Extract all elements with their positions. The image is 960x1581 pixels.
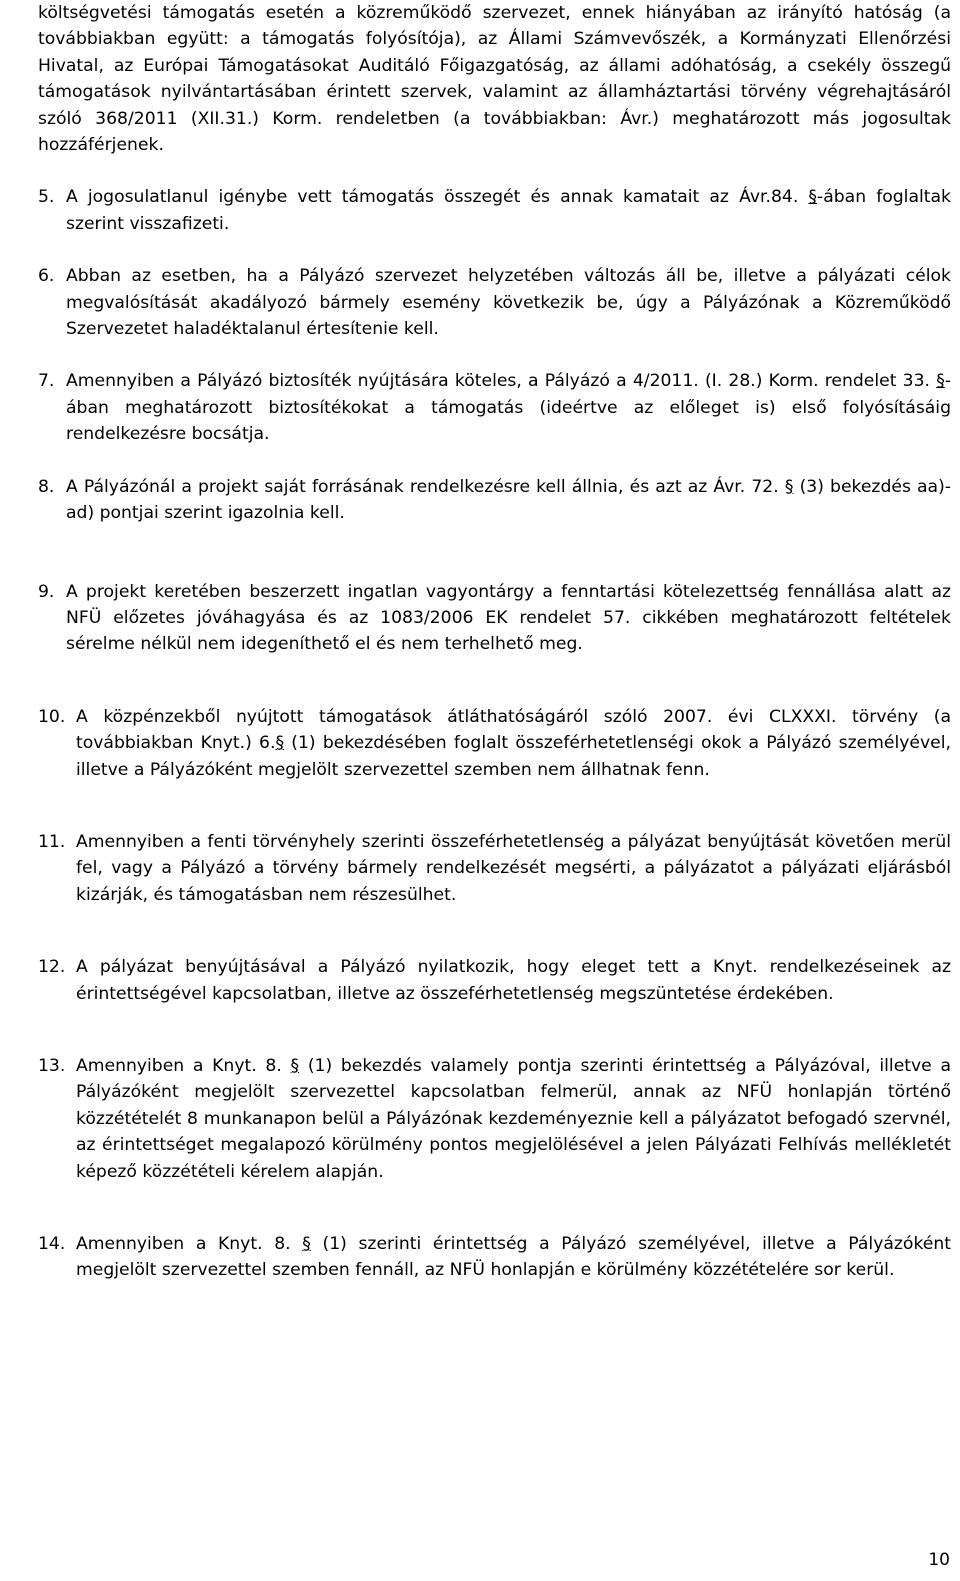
item-number: 9. bbox=[38, 581, 55, 602]
list-item-13 bbox=[38, 1053, 951, 1185]
item-text: Abban az esetben, ha a Pályázó szervezet helyzetében változás áll be, illetve a pályázati célok megvalósítását akadályozó bármely esemény következik be, úgy a Pályázónak a Közreműködő Szervezetet haladéktalanul értesítenie kell. bbox=[66, 266, 951, 340]
item-number: 13. bbox=[38, 1055, 66, 1076]
item-number: 12. bbox=[38, 957, 66, 978]
item-number: 6. bbox=[38, 266, 55, 287]
item-text: Amennyiben a Knyt. 8. § (1) szerinti érintettség a Pályázó személyével, illetve a Pályázóként megjelölt szervezettel szemben fennáll, az NFÜ honlapján e körülmény közzétételére sor kerül. bbox=[76, 1234, 951, 1281]
section-sign: § bbox=[936, 371, 945, 392]
item-text: A projekt keretében beszerzett ingatlan vagyontárgy a fenntartási kötelezettség fennállása alatt az NFÜ előzetes jóváhagyása és az 1083/2006 EK rendelet 57. cikkében meghatározott feltételek sérelme nélkül nem idegeníthető el és nem terhelhető meg. bbox=[66, 581, 951, 655]
list-item-12 bbox=[38, 954, 951, 1007]
list-item-8 bbox=[38, 474, 951, 527]
section-sign: § bbox=[275, 733, 285, 754]
section-sign: § bbox=[808, 187, 818, 208]
document-page bbox=[38, 0, 951, 1284]
item-number: 11. bbox=[38, 831, 66, 852]
list-item-11 bbox=[38, 829, 951, 908]
intro-paragraph: költségvetési támogatás esetén a közreműködő szervezet, ennek hiányában az irányító hatóság (a továbbiakban együtt: a támogatás folyósítója), az Állami Számvevőszék, a Kormányzati Ellenőrzési Hivatal, az Európai Támogatásokat Auditáló Főigazgatóság, az állami adóhatóság, a csekély összegű támogatások nyilvántartásában érintett szervek, valamint az államháztartási törvény végrehajtásáról szóló 368/2011 (XII.31.) Korm. rendeletben (a továbbiakban: Ávr.) meghatározott más jogosultak hozzáférjenek. bbox=[38, 3, 951, 156]
list-item-5 bbox=[38, 184, 951, 237]
section-sign: § bbox=[784, 476, 794, 497]
item-number: 8. bbox=[38, 476, 55, 497]
list-item-6 bbox=[38, 263, 951, 342]
item-number: 5. bbox=[38, 187, 55, 208]
item-number: 10. bbox=[38, 706, 66, 727]
section-sign: § bbox=[302, 1234, 311, 1254]
item-number: 7. bbox=[38, 371, 55, 392]
list-item-7 bbox=[38, 368, 951, 447]
list-item-9 bbox=[38, 579, 951, 658]
item-text: A pályázat benyújtásával a Pályázó nyilatkozik, hogy eleget tett a Knyt. rendelkezéseinek az érintettségével kapcsolatban, illetve az összeférhetetlenség megszüntetése érdekében. bbox=[76, 957, 951, 1004]
item-text: Amennyiben a Knyt. 8. § (1) bekezdés valamely pontja szerinti érintettség a Pályázóval, illetve a Pályázóként megjelölt szervezettel kapcsolatban felmerül, annak az NFÜ honlapján történő közzétételét 8 munkanapon belül a Pályázónak kezdeményeznie kell a pályázatot befogadó szervnél, az érintettséget megalapozó körülmény pontos megjelölésével a jelen Pályázati Felhívás mellékletét képező közzétételi kérelem alapján. bbox=[76, 1055, 952, 1182]
item-number: 14. bbox=[38, 1234, 66, 1254]
item-text: Amennyiben a fenti törvényhely szerinti összeférhetetlenség a pályázat benyújtását követően merül fel, vagy a Pályázó a törvény bármely rendelkezését megsérti, a pályázatot a pályázati eljárásból kizárják, és támogatásban nem részesülhet. bbox=[76, 831, 951, 905]
item-text: A jogosulatlanul igénybe vett támogatás összegét és annak kamatait az Ávr.84. §-ában foglaltak szerint visszafizeti. bbox=[66, 187, 951, 234]
item-text: A Pályázónál a projekt saját forrásának rendelkezésre kell állnia, és azt az Ávr. 72. § (3) bekezdés aa)-ad) pontjai szerint igazolnia kell. bbox=[66, 476, 951, 524]
section-sign: § bbox=[290, 1055, 300, 1076]
list-item-14 bbox=[38, 1231, 951, 1284]
list-item-10 bbox=[38, 704, 951, 783]
item-text: A közpénzekből nyújtott támogatások átláthatóságáról szóló 2007. évi CLXXXI. törvény (a továbbiakban Knyt.) 6.§ (1) bekezdésében foglalt összeférhetetlenségi okok a Pályázó személyével, illetve a Pályázóként megjelölt szervezettel szemben nem állhatnak fenn. bbox=[76, 706, 951, 780]
item-text: Amennyiben a Pályázó biztosíték nyújtására köteles, a Pályázó a 4/2011. (I. 28.) Korm. rendelet 33. §-ában meghatározott biztosítékokat a támogatás (ideértve az előleget is) első folyósításáig rendelkezésre bocsátja. bbox=[66, 371, 951, 445]
page-number: 10 bbox=[928, 1549, 950, 1570]
